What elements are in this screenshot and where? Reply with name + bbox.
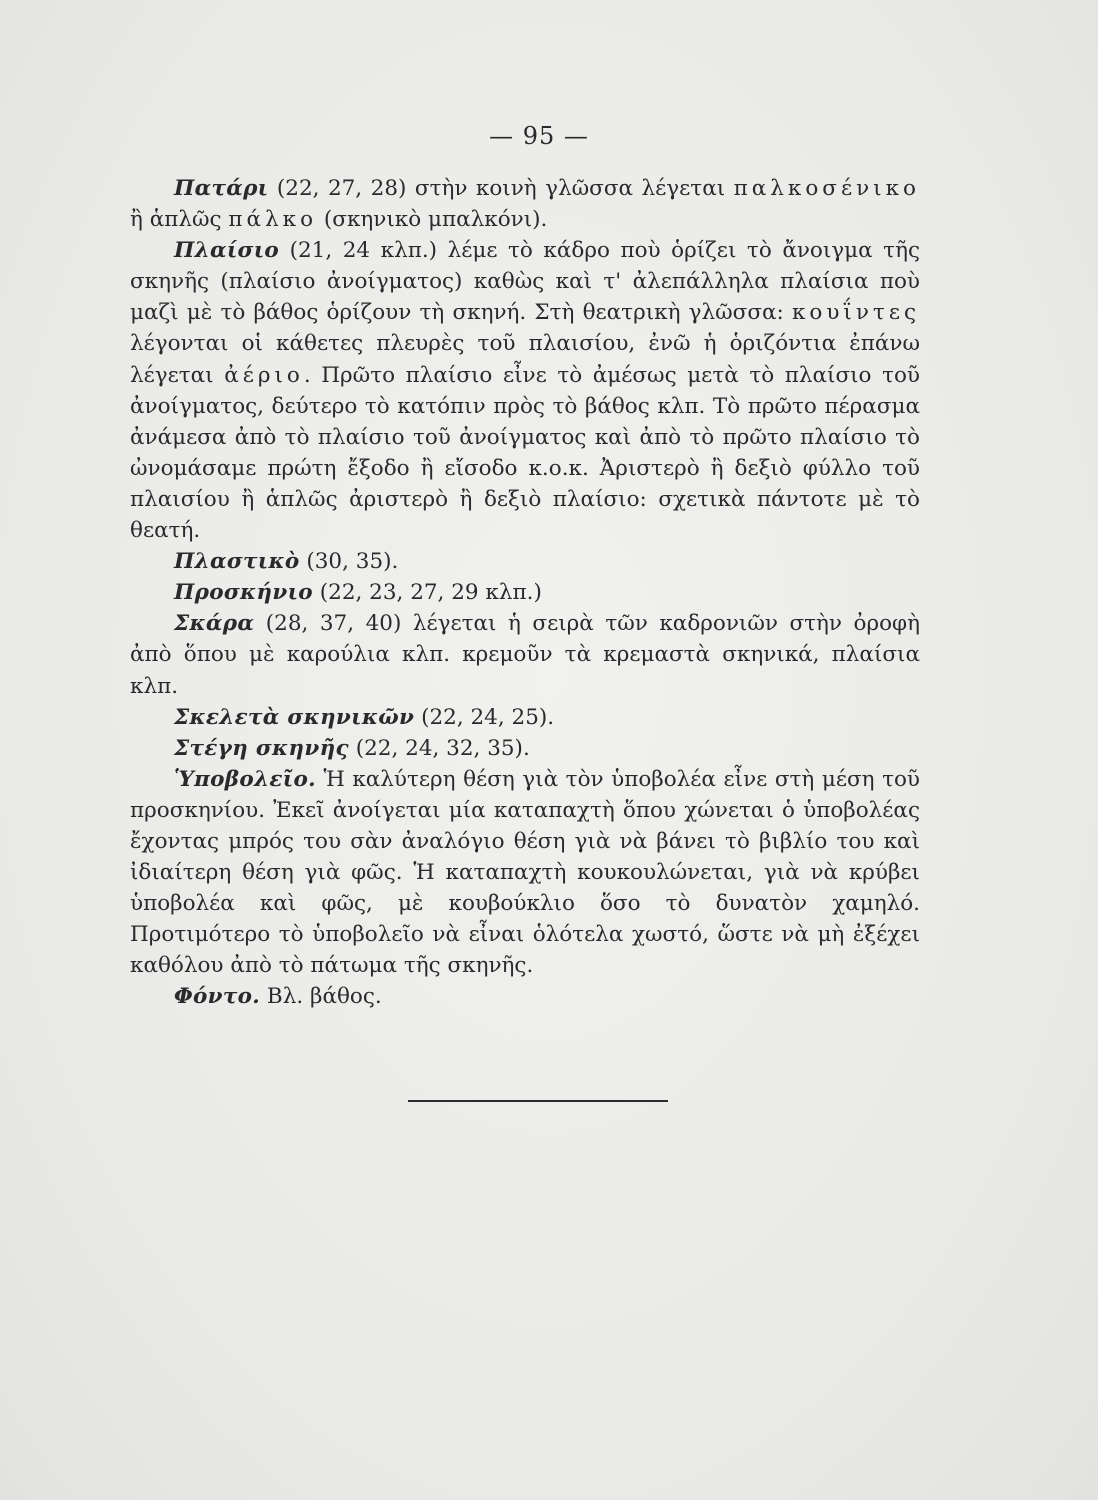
glossary-entry-plastiko: Πλαστικὸ (30, 35).	[174, 549, 399, 575]
glossary-entry-skeleta: Σκελετὰ σκηνικῶν (22, 24, 25).	[174, 704, 555, 730]
entry-term: Σκάρα	[174, 611, 255, 637]
page-number: — 95 —	[489, 122, 589, 150]
entry-term: Πατάρι	[174, 176, 269, 201]
glossary-entry-patari: Πατάρι (22, 27, 28) στὴν κοινὴ γλῶσσα λέγεται παλκοσένικο ἢ ἁπλῶς πάλκο (σκηνικὸ μπαλκόνι).	[130, 176, 920, 233]
entry-term: Προσκήνιο	[174, 580, 313, 606]
glossary-text	[130, 173, 920, 1013]
entry-term: Πλαίσιο	[174, 238, 280, 264]
glossary-entry-fonto: Φόντο. Βλ. βάθος.	[174, 984, 382, 1010]
section-divider	[408, 1100, 668, 1102]
entry-term: Στέγη σκηνῆς	[174, 735, 349, 761]
entry-term: Σκελετὰ σκηνικῶν	[174, 704, 415, 730]
entry-term: Πλαστικὸ	[174, 549, 300, 575]
glossary-entry-proskinio: Προσκήνιο (22, 23, 27, 29 κλπ.)	[174, 580, 542, 606]
glossary-entry-skara: Σκάρα (28, 37, 40) λέγεται ἡ σειρὰ τῶν καδρονιῶν στὴν ὀροφὴ ἀπὸ ὅπου μὲ καρούλια κλπ. κρεμοῦν τὰ κρεμαστὰ σκηνικά, πλαίσια κλπ.	[130, 611, 920, 699]
entry-term: Ὑποβολεῖο.	[174, 766, 316, 792]
glossary-entry-plaisio: Πλαίσιο (21, 24 κλπ.) λέμε τὸ κάδρο ποὺ ὁρίζει τὸ ἄνοιγμα τῆς σκηνῆς (πλαίσιο ἀνοίγματος) καθὼς καὶ τ' ἀλεπάλληλα πλαίσια ποὺ μαζὶ μὲ τὸ βάθος ὁρίζουν τὴ σκηνή. Στὴ θεατρικὴ γλῶσσα: κουΐντες λέγονται οἱ κάθετες πλευρὲς τοῦ πλαισίου, ἐνῶ ἡ ὁριζόντια ἐπάνω λέγεται ἀέριο. Πρῶτο πλαίσιο εἶνε τὸ ἀμέσως μετὰ τὸ πλαίσιο τοῦ ἀνοίγματος, δεύτερο τὸ κατόπιν πρὸς τὸ βάθος κλπ. Τὸ πρῶτο πέρασμα ἀνάμεσα ἀπὸ τὸ πλαίσιο τοῦ ἀνοίγματος καὶ ἀπὸ τὸ πρῶτο πλαίσιο τὸ ὠνομάσαμε πρώτη ἔξοδο ἢ εἴσοδο κ.ο.κ. Ἀριστερὸ ἢ δεξιὸ φύλλο τοῦ πλαισίου ἢ ἁπλῶς ἀριστερὸ ἢ δεξιὸ πλαίσιο: σχετικὰ πάντοτε μὲ τὸ θεατή.	[130, 238, 920, 544]
glossary-entry-ypovoleio: Ὑποβολεῖο. Ἡ καλύτερη θέση γιὰ τὸν ὑποβολέα εἶνε στὴ μέση τοῦ προσκηνίου. Ἐκεῖ ἀνοίγεται μία καταπαχτὴ ὅπου χώνεται ὁ ὑποβολέας ἔχοντας μπρός του σὰν ἀναλόγιο θέση γιὰ νὰ βάνει τὸ βιβλίο του καὶ ἰδιαίτερη θέση γιὰ φῶς. Ἡ καταπαχτὴ κουκουλώνεται, γιὰ νὰ κρύβει ὑποβολέα καὶ φῶς, μὲ κουβούκλιο ὅσο τὸ δυνατὸν χαμηλό. Προτιμότερο τὸ ὑποβολεῖο νὰ εἶναι ὁλότελα χωστό, ὥστε νὰ μὴ ἐξέχει καθόλου ἀπὸ τὸ πάτωμα τῆς σκηνῆς.	[130, 766, 920, 979]
glossary-entry-stegi: Στέγη σκηνῆς (22, 24, 32, 35).	[174, 735, 530, 761]
entry-term: Φόντο.	[174, 984, 261, 1010]
